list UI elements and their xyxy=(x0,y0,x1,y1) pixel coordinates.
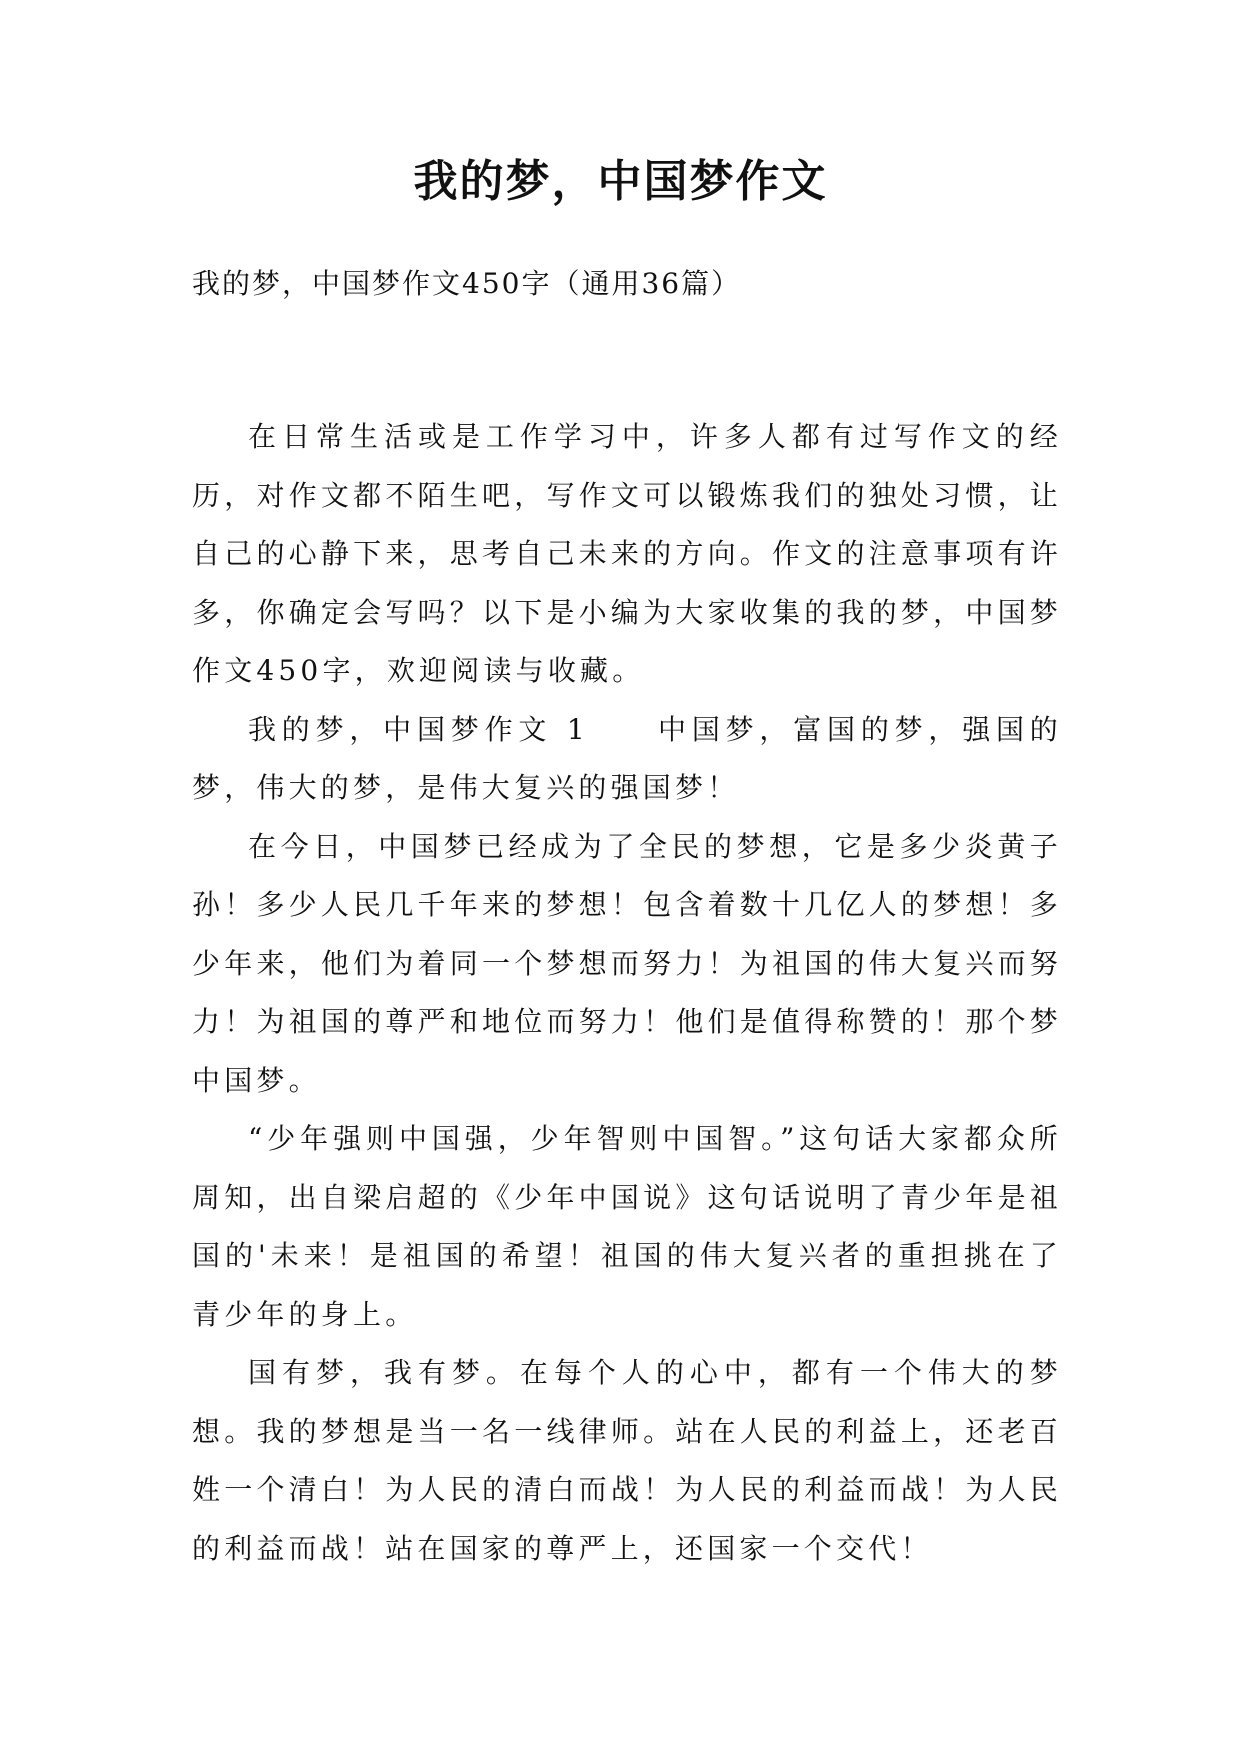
paragraph-youth-quote: “少年强则中国强，少年智则中国智。”这句话大家都众所周知，出自梁启超的《少年中国说》这句话说明了青少年是祖国的'未来！是祖国的希望！祖国的伟大复兴者的重担挑在了青少年的身上。 xyxy=(192,1122,1062,1331)
paragraph-intro: 在日常生活或是工作学习中，许多人都有过写作文的经历，对作文都不陌生吧，写作文可以锻炼我们的独处习惯，让自己的心静下来，思考自己未来的方向。作文的注意事项有许多，你确定会写吗？以下是小编为大家收集的我的梦，中国梦作文450字，欢迎阅读与收藏。 xyxy=(192,420,1062,687)
paragraph-chinese-dream: 在今日，中国梦已经成为了全民的梦想，它是多少炎黄子孙！多少人民几千年来的梦想！包含着数十几亿人的梦想！多少年来，他们为着同一个梦想而努力！为祖国的伟大复兴而努力！为祖国的尊严和地位而努力！他们是值得称赞的！那个梦中国梦。 xyxy=(192,829,1062,1097)
document-title: 我的梦，中国梦作文 xyxy=(413,156,828,207)
paragraph-essay-1-opening: 我的梦，中国梦作文 1 中国梦，富国的梦，强国的梦，伟大的梦，是伟大复兴的强国梦！ xyxy=(192,712,1062,804)
document-body xyxy=(192,408,1062,1578)
document-subtitle: 我的梦，中国梦作文450字（通用36篇） xyxy=(192,267,742,300)
paragraph-my-dream: 国有梦，我有梦。在每个人的心中，都有一个伟大的梦想。我的梦想是当一名一线律师。站在人民的利益上，还老百姓一个清白！为人民的清白而战！为人民的利益而战！为人民的利益而战！站在国家的尊严上，还国家一个交代！ xyxy=(192,1356,1062,1565)
